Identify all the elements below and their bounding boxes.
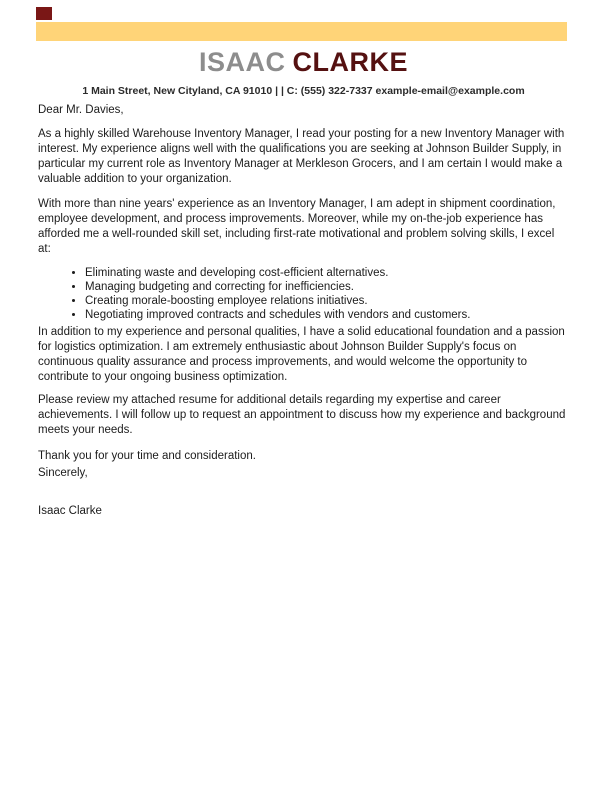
skills-list-item: • Eliminating waste and developing cost-efficient alternatives. [85,266,570,280]
candidate-name [0,47,607,77]
sign-off: Sincerely, [38,467,88,479]
thank-you-line: Thank you for your time and consideration. [38,450,256,462]
salutation: Dear Mr. Davies, [38,104,124,116]
paragraph-resume: Please review my attached resume for additional details regarding my expertise and career achievements. I will follow up to request an appointment to discuss how my experience and background meets your needs. [38,394,566,436]
contact-line: 1 Main Street, New Cityland, CA 91010 | | C: (555) 322-7337 example-email@example.com [82,85,525,97]
skills-list-item: • Managing budgeting and correcting for inefficiencies. [85,280,570,294]
candidate-last-name: CLARKE [292,47,408,77]
paragraph-education: In addition to my experience and personal qualities, I have a solid educational foundation and a passion for logistics optimization. I am extremely enthusiastic about Johnson Builder Supply's focus on continuous quality assurance and process improvements, and would welcome the opportunity to contribute to your ongoing business optimization. [38,326,565,383]
signature-name: Isaac Clarke [38,505,102,517]
skills-list [38,266,570,322]
letter-body [38,103,570,519]
header-accent-bar [36,22,567,41]
skills-list-item: • Negotiating improved contracts and schedules with vendors and customers. [85,308,570,322]
candidate-first-name: ISAAC [198,47,286,77]
skills-list-item: • Creating morale-boosting employee relations initiatives. [85,294,570,308]
paragraph-intro: As a highly skilled Warehouse Inventory Manager, I read your posting for a new Inventory Manager with interest. My experience aligns well with the qualifications you are seeking at Johnson Builder Supply, in particular my current role as Inventory Manager at Merkleson Grocers, and I am certain I would make a valuable addition to your organization. [38,128,565,185]
paragraph-experience: With more than nine years' experience as an Inventory Manager, I am adept in shipment coordination, employee development, and process improvements. Moreover, while my on-the-job experience has afforded me a well-rounded skill set, including first-rate motivational and problem solving skills, I excel at: [38,198,556,255]
header-accent-square [36,7,52,20]
